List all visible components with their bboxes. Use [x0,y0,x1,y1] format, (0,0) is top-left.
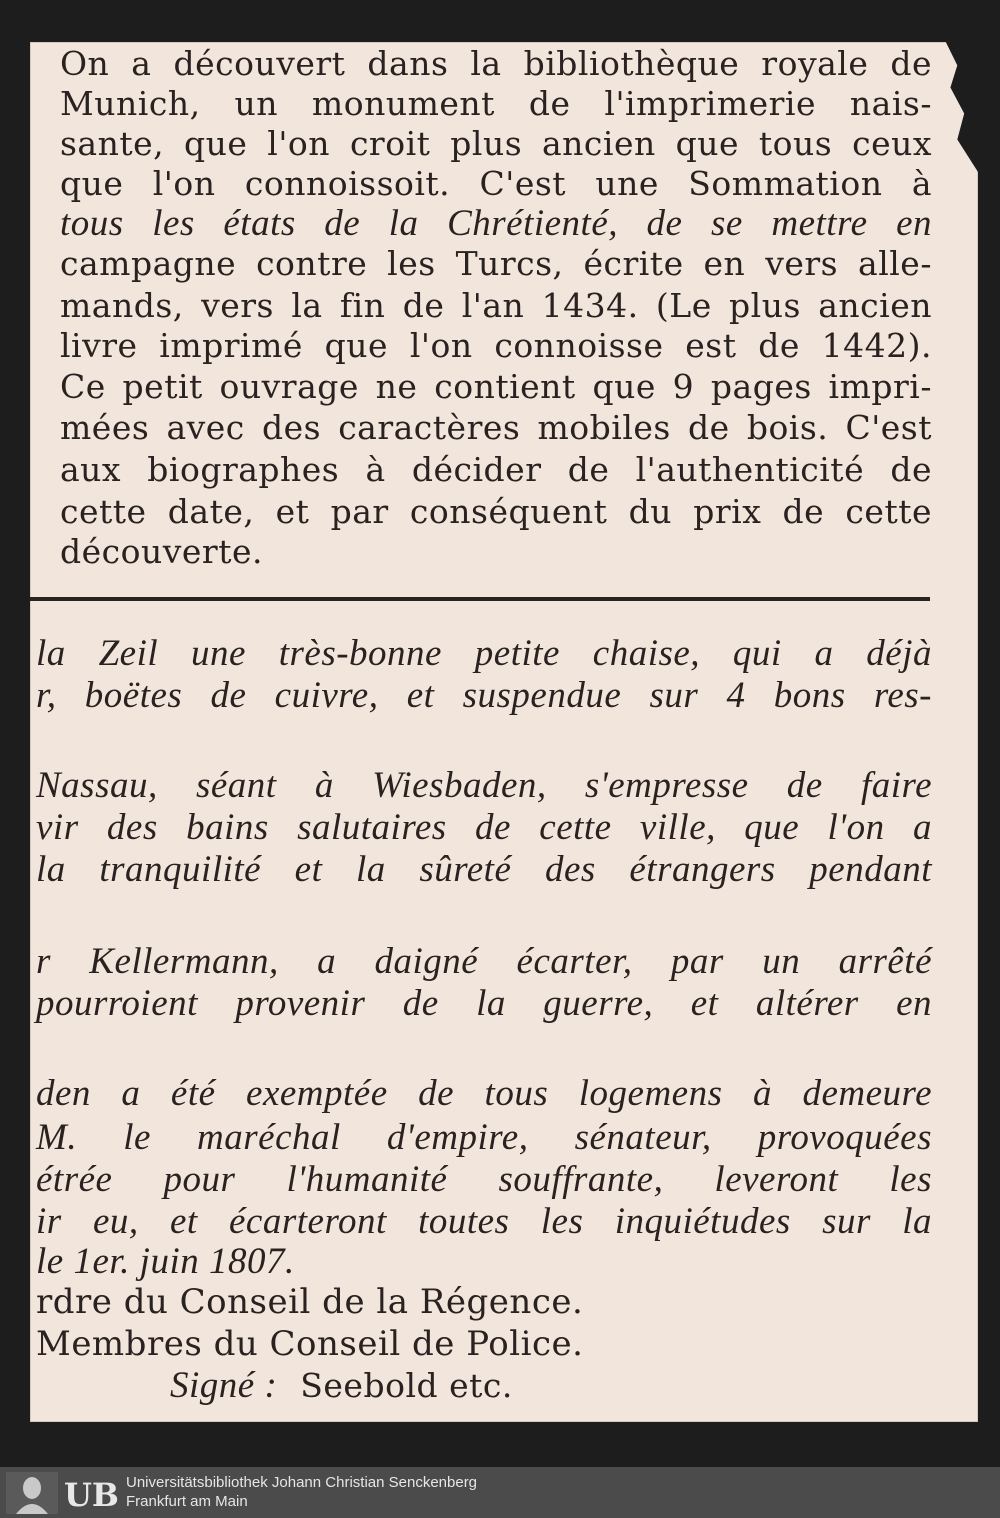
text-line: Munich, un monument de l'imprimerie nais- [60,84,932,123]
text-line: étrée pour l'humanité souffrante, leveront les [36,1159,932,1200]
text-line: den a été exemptée de tous logemens à demeure [36,1073,932,1114]
text-line: campagne contre les Turcs, écrite en vers alle- [60,244,932,283]
institution-city: Frankfurt am Main [126,1493,248,1510]
library-footer [0,1467,1000,1518]
text-line: M. le maréchal d'empire, sénateur, provoquées [36,1117,932,1158]
text-line: Nassau, séant à Wiesbaden, s'empresse de faire [36,765,932,806]
text-line: que l'on connoissoit. C'est une Sommation à [60,164,932,203]
torn-corner [932,42,978,172]
library-logo [6,1472,119,1514]
signature-line: rdre du Conseil de la Régence. [36,1282,584,1322]
institution-name: Universitätsbibliothek Johann Christian Senckenberg [126,1474,478,1491]
newspaper-clipping [30,42,978,1422]
text-line: la Zeil une très-bonne petite chaise, qui a déjà [36,633,932,674]
text-line: aux biographes à décider de l'authenticité de [60,450,932,489]
signature-line: Membres du Conseil de Police. [36,1324,584,1364]
text-line: le 1er. juin 1807. [36,1241,295,1282]
text-line: vir des bains salutaires de cette ville, que l'on a [36,807,932,848]
text-line: mands, vers la fin de l'an 1434. (Le plus ancien [60,286,932,325]
logo-text: UB [64,1476,119,1514]
text-line: r Kellermann, a daigné écarter, par un arrêté [36,941,932,982]
column-rule [30,597,930,601]
text-line: mées avec des caractères mobiles de bois. C'est [60,408,932,447]
text-line: livre imprimé que l'on connoisse est de 1442). [60,326,932,365]
text-line: cette date, et par conséquent du prix de cette [60,492,932,531]
text-line: la tranquilité et la sûreté des étrangers pendant [36,849,932,890]
signed-name: Seebold etc. [300,1366,513,1405]
text-line: tous les états de la Chrétienté, de se mettre en [60,203,932,244]
text-line: Ce petit ouvrage ne contient que 9 pages impri- [60,367,932,406]
text-line: pourroient provenir de la guerre, et altérer en [36,983,932,1024]
text-line: sante, que l'on croit plus ancien que tous ceux [60,124,932,163]
portrait-icon [6,1472,58,1514]
signed-label: Signé : [170,1365,278,1406]
text-line: r, boëtes de cuivre, et suspendue sur 4 bons res- [36,675,932,716]
text-line: découverte. [60,532,263,571]
text-line: On a découvert dans la bibliothèque royale de [60,44,932,83]
text-line: ir eu, et écarteront toutes les inquiétudes sur la [36,1201,932,1242]
signed-by [170,1364,513,1407]
